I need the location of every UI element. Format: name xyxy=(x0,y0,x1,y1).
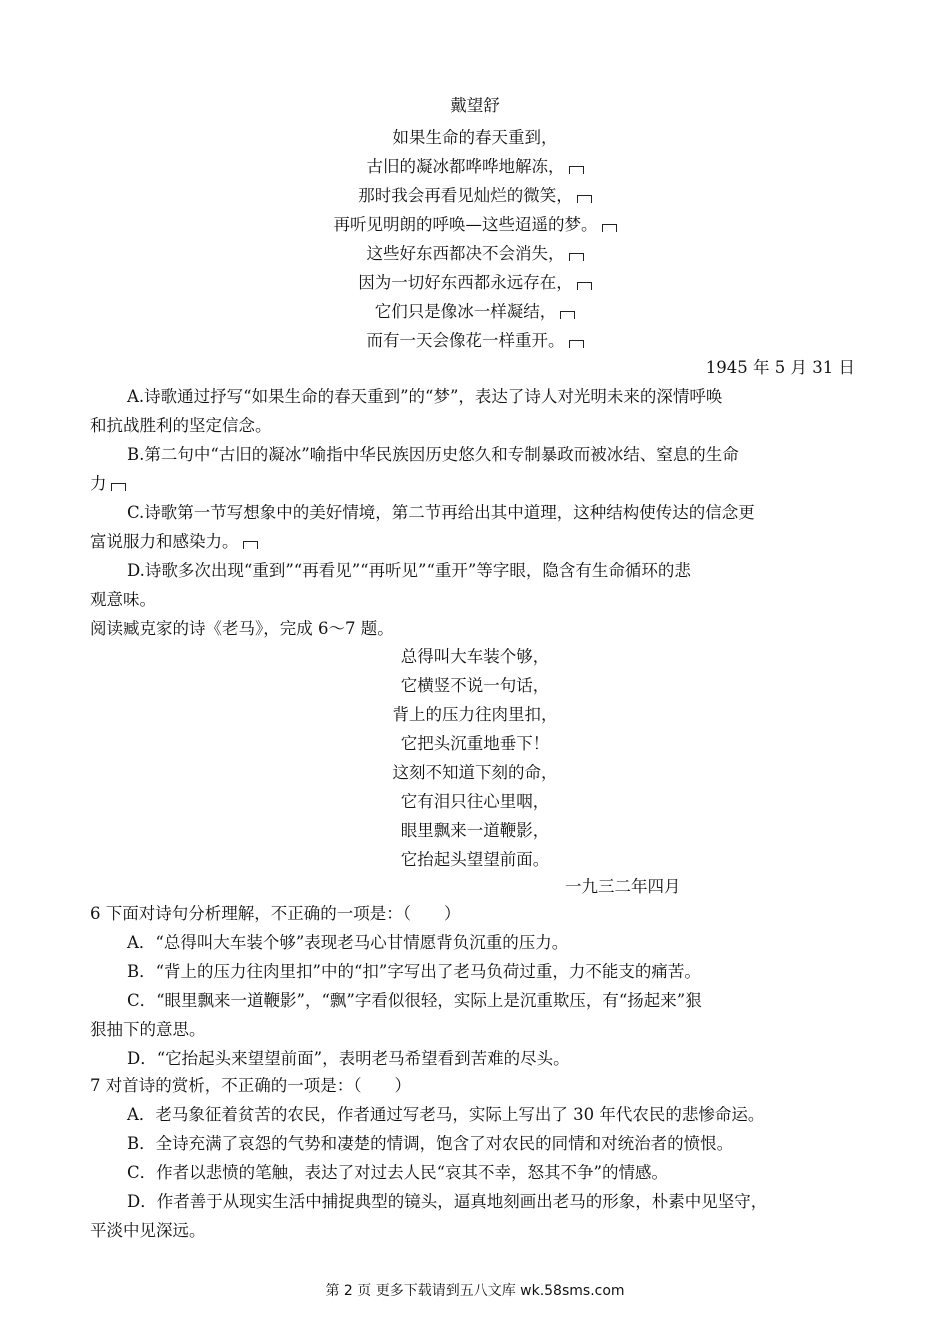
question-6-stem: 6 下面对诗句分析理解，不正确的一项是：（ ） xyxy=(90,904,461,923)
poem1-date: 1945 年 5 月 31 日 xyxy=(705,358,855,377)
page-footer: 第 2 页 更多下载请到五八文库 wk.58sms.com xyxy=(325,1283,625,1299)
poem1-author: 戴望舒 xyxy=(450,96,500,115)
revision-mark xyxy=(569,340,584,348)
poem2-line: 眼里飘来一道鞭影， xyxy=(400,821,550,840)
option-c-line1: C.诗歌第一节写想象中的美好情境，第二节再给出其中道理，这种结构使传达的信念更 xyxy=(127,503,755,522)
poem2-line: 总得叫大车装个够， xyxy=(400,647,550,666)
option-d-line2: 观意味。 xyxy=(90,590,156,609)
option-a-line1: A.诗歌通过抒写“如果生命的春天重到”的“梦”，表达了诗人对光明未来的深情呼唤 xyxy=(127,387,723,406)
q6-option-b: B．“背上的压力往肉里扣”中的“扣”字写出了老马负荷过重，力不能支的痛苦。 xyxy=(127,962,701,981)
poem2-line: 它横竖不说一句话， xyxy=(400,676,550,695)
revision-mark xyxy=(569,166,584,174)
revision-mark xyxy=(577,195,592,203)
q7-option-a: A．老马象征着贫苦的农民，作者通过写老马，实际上写出了 30 年代农民的悲惨命运。 xyxy=(127,1105,765,1124)
option-b-line1: B.第二句中“古旧的凝冰”喻指中华民族因历史悠久和专制暴政而被冰结、窒息的生命 xyxy=(127,445,739,464)
revision-mark xyxy=(569,253,584,261)
revision-mark xyxy=(111,483,126,491)
reading-instruction: 阅读臧克家的诗《老马》，完成 6～7 题。 xyxy=(90,619,394,638)
revision-mark xyxy=(560,311,575,319)
option-d-line1: D.诗歌多次出现“重到”“再看见”“再听见”“重开”等字眼，隐含有生命循环的悲 xyxy=(127,561,691,580)
poem2-line: 背上的压力往肉里扣， xyxy=(392,705,558,724)
q6-option-d: D．“它抬起头来望望前面”，表明老马希望看到苦难的尽头。 xyxy=(127,1049,570,1068)
poem1-line: 那时我会再看见灿烂的微笑， xyxy=(225,185,725,207)
poem2-line: 它有泪只往心里咽， xyxy=(400,792,550,811)
q7-option-c: C．作者以悲愤的笔触，表达了对过去人民“哀其不幸，怒其不争”的情感。 xyxy=(127,1163,668,1182)
poem1-line: 而有一天会像花一样重开。 xyxy=(225,330,725,352)
q7-option-d-line2: 平淡中见深远。 xyxy=(90,1221,206,1240)
revision-mark xyxy=(602,224,617,232)
question-7-stem: 7 对首诗的赏析，不正确的一项是：（ ） xyxy=(90,1076,411,1095)
q6-option-c-line2: 狠抽下的意思。 xyxy=(90,1020,206,1039)
poem1-line: 再听见明朗的呼唤—这些迢遥的梦。 xyxy=(225,214,725,236)
poem2-line: 它把头沉重地垂下！ xyxy=(400,734,550,753)
q7-option-b: B．全诗充满了哀怨的气势和凄楚的情调，饱含了对农民的同情和对统治者的愤恨。 xyxy=(127,1134,734,1153)
poem2-line: 它抬起头望望前面。 xyxy=(400,850,550,869)
poem2-line: 这刻不知道下刻的命， xyxy=(392,763,558,782)
option-b-line2: 力 xyxy=(90,473,126,495)
option-a-line2: 和抗战胜利的坚定信念。 xyxy=(90,416,272,435)
q6-option-a: A．“总得叫大车装个够”表现老马心甘情愿背负沉重的压力。 xyxy=(127,933,569,952)
poem1-line: 它们只是像冰一样凝结， xyxy=(225,301,725,323)
q6-option-c-line1: C．“眼里飘来一道鞭影”，“飘”字看似很轻，实际上是沉重欺压，有“扬起来”狠 xyxy=(127,991,702,1010)
poem1-line: 古旧的凝冰都哗哗地解冻， xyxy=(225,156,725,178)
poem1-line: 如果生命的春天重到， xyxy=(392,128,558,147)
option-c-line2: 富说服力和感染力。 xyxy=(90,531,258,553)
poem1-line: 这些好东西都决不会消失， xyxy=(225,243,725,265)
q7-option-d-line1: D．作者善于从现实生活中捕捉典型的镜头，逼真地刻画出老马的形象，朴素中见坚守， xyxy=(127,1192,768,1211)
revision-mark xyxy=(243,541,258,549)
poem1-line: 因为一切好东西都永远存在， xyxy=(225,272,725,294)
revision-mark xyxy=(577,282,592,290)
poem2-date: 一九三二年四月 xyxy=(565,877,681,896)
